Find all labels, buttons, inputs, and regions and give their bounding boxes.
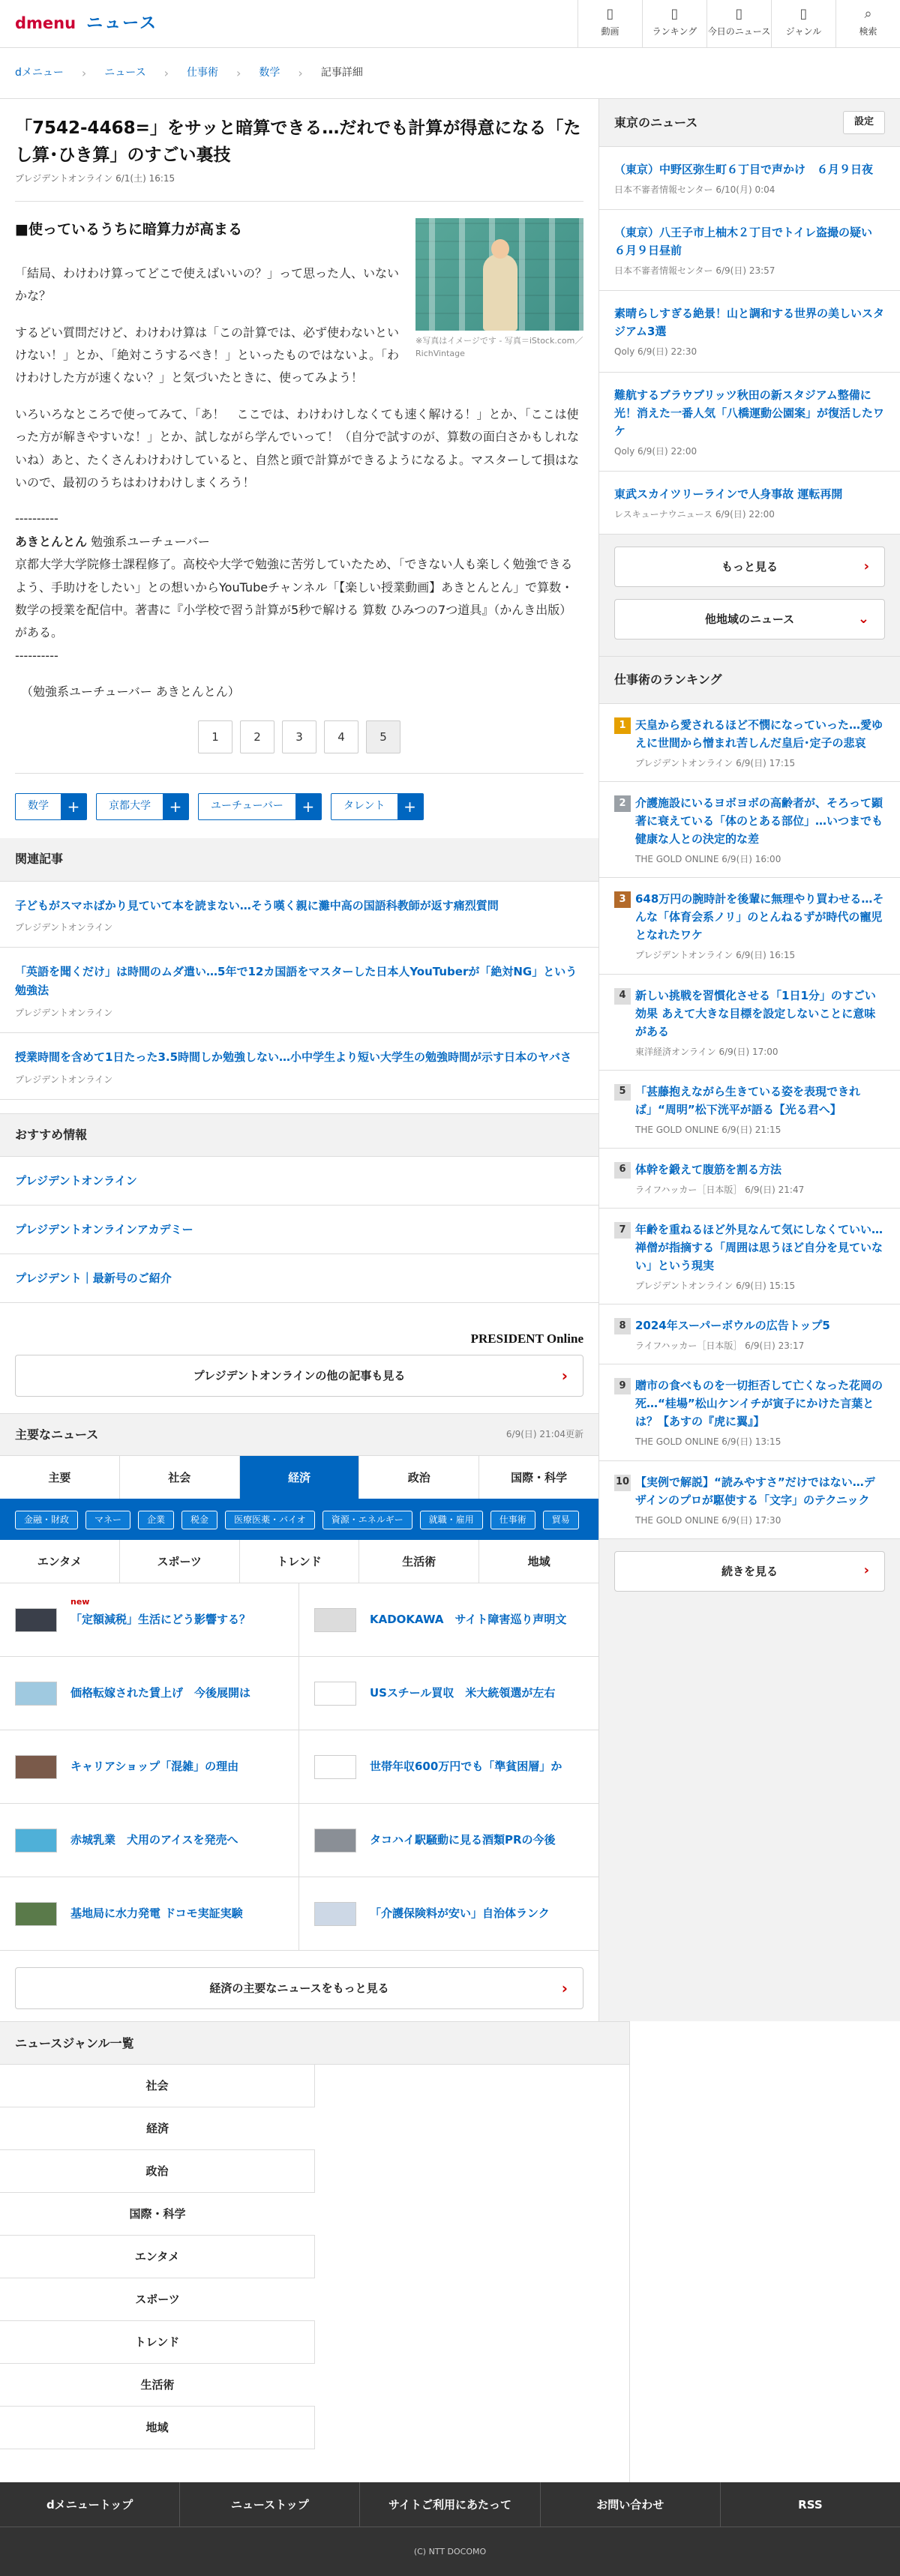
- major-news-title: USスチール買収 米大統領選が左右: [370, 1686, 556, 1700]
- author-bio: 京都大学大学院修士課程修了。高校や大学で勉強に苦労していたため、「できない人も楽しく勉強できるよう、手助けをしたい」との想いからYouTubeチャンネル「【楽しい授業動画】あきとんとん」で算数・数学の授業を配信中。著書に『小学校で習う計算が5秒で解ける 算数 ひみつの7つ道具』（かんき出版）がある。: [15, 557, 574, 640]
- major-news-title: 「定額減税」生活にどう影響する？: [70, 1613, 251, 1627]
- news-thumbnail: [314, 1608, 356, 1632]
- local-news-item[interactable]: [599, 147, 900, 210]
- tag-item[interactable]: [15, 793, 87, 820]
- ranking-title: 贈市の食べものを一切拒否して亡くなった花岡の死…“桂場”松山ケンイチが寅子にかけた言葉とは？【あすの『虎に翼』】: [635, 1379, 884, 1429]
- ranking-source: プレジデントオンライン 6/9(日) 17:15: [635, 757, 796, 768]
- nav-search[interactable]: [836, 0, 900, 47]
- footer-link[interactable]: サイトご利用にあたって: [359, 2482, 539, 2527]
- divider-text: ----------: [15, 648, 58, 663]
- genre-item[interactable]: 地域: [0, 2407, 315, 2449]
- local-news-heading: 東京のニュース: [614, 115, 698, 130]
- recommend-heading: おすすめ情報: [0, 1113, 598, 1157]
- rank-number: 7: [614, 1222, 631, 1239]
- local-news-list: [599, 147, 900, 535]
- major-news-item[interactable]: [299, 1804, 598, 1877]
- major-news-title: KADOKAWA サイト障害巡り声明文: [370, 1613, 567, 1627]
- video-icon: ▯: [606, 6, 614, 22]
- major-news-title: 価格転嫁された賃上げ 今後展開は: [70, 1686, 251, 1700]
- breadcrumb: [0, 48, 900, 99]
- chevron-right-icon: ›: [81, 65, 87, 80]
- footer-link[interactable]: お問い合わせ: [540, 2482, 720, 2527]
- related-heading: 関連記事: [0, 838, 598, 882]
- ranking-list: [599, 704, 900, 1539]
- author-profile: [15, 531, 584, 553]
- ranking-item[interactable]: [599, 975, 900, 1071]
- chevron-right-icon: ›: [298, 65, 303, 80]
- local-news-header: [599, 99, 900, 147]
- news-tab[interactable]: 国際・科学: [478, 1456, 598, 1499]
- local-news-item[interactable]: [599, 291, 900, 372]
- rank-number: 10: [614, 1475, 631, 1491]
- ranking-more-label: 続きを見る: [721, 1564, 778, 1578]
- genre-item[interactable]: トレンド: [0, 2321, 315, 2364]
- breadcrumb-item[interactable]: 数学: [259, 67, 280, 79]
- other-region-button[interactable]: [614, 599, 885, 640]
- today-icon: ▯: [735, 6, 743, 22]
- tag-list: [15, 773, 584, 838]
- nav-ranking[interactable]: [642, 0, 706, 47]
- ranking-text: [635, 1161, 804, 1197]
- article-paragraph: するどい質問だけど、わけわけ算は「この計算では、必ず使わないといけない！」とか、「絶対こうするべき！」といったものではないよ。「わけわけした方が速くない？」と気づいたときに、使ってみよう！: [15, 325, 400, 385]
- chevron-down-icon: ⌄: [857, 610, 869, 627]
- ranking-source: 東洋経済オンライン 6/9(日) 17:00: [635, 1046, 778, 1057]
- sub-category-tag[interactable]: 資源・エネルギー: [322, 1511, 412, 1529]
- breadcrumb-item: 記事詳細: [320, 67, 363, 79]
- header-nav: [578, 0, 900, 47]
- local-news-source: 日本不審者情報センター 6/9(日) 23:57: [614, 265, 776, 277]
- logo-d: d: [15, 13, 27, 32]
- sidebar: [599, 99, 900, 2021]
- ranking-text: [635, 716, 885, 771]
- ranking-source: THE GOLD ONLINE 6/9(日) 13:15: [635, 1436, 782, 1448]
- news-thumbnail: [15, 1608, 57, 1632]
- nav-label: 動画: [601, 26, 620, 37]
- article-credit: （勉強系ユーチューバー あきとんとん）: [21, 684, 240, 699]
- major-news-item[interactable]: [0, 1877, 299, 1951]
- tag-label: ユーチューバー: [211, 800, 284, 813]
- tag-item[interactable]: [96, 793, 189, 820]
- nav-label: 検索: [859, 26, 878, 37]
- rank-number: 3: [614, 891, 631, 908]
- more-economy-label: 経済の主要なニュースをもっと見る: [209, 1981, 389, 1996]
- sub-category-tag[interactable]: 貿易: [543, 1511, 579, 1529]
- ranking-text: [635, 987, 885, 1059]
- main-column: [0, 99, 599, 2021]
- chevron-right-icon: ›: [863, 1562, 869, 1579]
- rank-number: 4: [614, 988, 631, 1005]
- tag-item[interactable]: [331, 793, 424, 820]
- sub-category-tag[interactable]: 就職・雇用: [420, 1511, 483, 1529]
- related-title[interactable]: 子どもがスマホばかり見ていて本を読まない…そう嘆く親に灘中高の国語科教師が返す痛烈質問: [15, 898, 499, 912]
- divider-text: ----------: [15, 511, 58, 526]
- major-news-title: 「介護保険料が安い」自治体ランク: [370, 1907, 550, 1921]
- related-source: プレジデントオンライン: [15, 1007, 113, 1018]
- major-news-header: [0, 1413, 598, 1455]
- footer-link[interactable]: ニューストップ: [179, 2482, 359, 2527]
- article-image[interactable]: [416, 218, 584, 360]
- major-news-title: キャリアショップ「混雑」の理由: [70, 1760, 239, 1774]
- ranking-text: [635, 794, 885, 867]
- ranking-item[interactable]: [599, 1461, 900, 1539]
- footer-link[interactable]: RSS: [720, 2482, 900, 2527]
- ranking-icon: ▯: [670, 6, 679, 22]
- article-paragraph: 「結局、わけわけ算ってどこで使えばいいの？」って思った人、いないかな？: [15, 265, 400, 304]
- major-news-grid: [0, 1583, 598, 1951]
- sub-category-tag[interactable]: マネー: [86, 1511, 130, 1529]
- article-title: 「7542-4468=」をサッと暗算できる…だれでも計算が得意になる「たし算･ひき算」のすごい裏技: [15, 118, 581, 165]
- author-role: 勉強系ユーチューバー: [87, 534, 210, 549]
- major-news-item[interactable]: [299, 1583, 598, 1657]
- other-region-label: 他地域のニュース: [704, 612, 795, 626]
- rank-number: 2: [614, 795, 631, 812]
- ranking-source: ライフハッカー［日本版］ 6/9(日) 23:17: [635, 1340, 805, 1352]
- settings-button[interactable]: 設定: [843, 111, 885, 134]
- sub-category-tag[interactable]: 税金: [182, 1511, 218, 1529]
- major-news-item[interactable]: [0, 1657, 299, 1730]
- president-logo: PRESIDENT Online: [470, 1331, 584, 1346]
- breadcrumb-item[interactable]: 仕事術: [187, 67, 219, 79]
- news-thumbnail: [314, 1902, 356, 1926]
- search-icon: ⌕: [864, 6, 872, 22]
- ranking-item[interactable]: [599, 1364, 900, 1460]
- logo-menu: menu: [26, 13, 76, 32]
- breadcrumb-item[interactable]: dメニュー: [15, 67, 64, 79]
- major-news-title: 赤城乳業 犬用のアイスを発売へ: [70, 1833, 238, 1847]
- nav-today[interactable]: [706, 0, 771, 47]
- article-meta: プレジデントオンライン 6/1(土) 16:15: [15, 173, 176, 184]
- ranking-title: 2024年スーパーボウルの広告トップ5: [635, 1319, 830, 1333]
- ranking-text: [635, 1221, 885, 1293]
- plus-icon: +: [61, 794, 86, 819]
- genre-item[interactable]: 国際・科学: [0, 2193, 315, 2236]
- chevron-right-icon: ›: [561, 1979, 568, 1998]
- logo-news: ニュース: [86, 13, 158, 33]
- local-news-title: 難航するブラウブリッツ秋田の新スタジアム整備に光！消えた一番人気「八橋運動公園案」が復活したワケ: [614, 388, 885, 438]
- plus-icon: +: [398, 794, 423, 819]
- genre-icon: ▯: [800, 6, 808, 22]
- rank-number: 1: [614, 717, 631, 734]
- ranking-title: 【実例で解説】“読みやすさ”だけではない…デザインのプロが駆使する「文字」のテクニック: [635, 1475, 875, 1507]
- ranking-source: プレジデントオンライン 6/9(日) 16:15: [635, 950, 796, 961]
- ranking-source: ライフハッカー［日本版］ 6/9(日) 21:47: [635, 1184, 805, 1195]
- related-title[interactable]: 授業時間を含めて1日たった3.5時間しか勉強しない…小中学生より短い大学生の勉強時間が示す日本のヤバさ: [15, 1050, 572, 1065]
- related-item[interactable]: [0, 882, 598, 948]
- local-news-title: 東武スカイツリーラインで人身事故 運転再開: [614, 487, 843, 501]
- local-news-title: （東京）八王子市上柚木２丁目でトイレ盗撮の疑い ６月９日昼前: [614, 226, 884, 258]
- ranking-text: [635, 1376, 885, 1449]
- major-news-tabs: [0, 1455, 598, 1499]
- local-news-title: （東京）中野区弥生町６丁目で声かけ ６月９日夜: [614, 163, 874, 176]
- ranking-item[interactable]: [599, 1209, 900, 1304]
- ranking-title: 体幹を鍛えて腹筋を割る方法: [635, 1162, 782, 1176]
- page-button[interactable]: 5: [366, 720, 400, 753]
- major-news-item[interactable]: [0, 1804, 299, 1877]
- ranking-text: [635, 1316, 830, 1353]
- news-thumbnail: [314, 1829, 356, 1853]
- genre-item[interactable]: 経済: [0, 2107, 315, 2150]
- nav-label: ジャンル: [785, 26, 822, 37]
- ranking-source: THE GOLD ONLINE 6/9(日) 21:15: [635, 1124, 782, 1135]
- ranking-title: 648万円の腕時計を後輩に無理やり買わせる…そんな「体育会系ノリ」のとんねるずが時代の寵児となれたワケ: [635, 892, 884, 942]
- ranking-title: 新しい挑戦を習慣化させる「1日1分」のすごい効果 あえて大きな目標を設定しないことに意味がある: [635, 988, 876, 1038]
- plus-icon: +: [163, 794, 188, 819]
- ranking-source: THE GOLD ONLINE 6/9(日) 17:30: [635, 1514, 782, 1526]
- related-list: [0, 882, 598, 1101]
- major-news-item[interactable]: [299, 1877, 598, 1951]
- tag-label: タレント: [343, 800, 386, 813]
- major-news-title: タコハイ駅騒動に見る酒類PRの今後: [370, 1833, 556, 1847]
- local-news-source: レスキューナウニュース 6/9(日) 22:00: [614, 508, 775, 520]
- local-news-title: 素晴らしすぎる絶景！山と調和する世界の美しいスタジアム3選: [614, 307, 885, 339]
- major-news-title: 基地局に水力発電 ドコモ実証実験: [70, 1907, 243, 1921]
- recommend-link[interactable]: プレジデントオンライン: [0, 1157, 598, 1206]
- tag-item[interactable]: [198, 793, 322, 820]
- major-news-item[interactable]: [299, 1730, 598, 1804]
- recommend-list: [0, 1157, 598, 1303]
- ranking-item[interactable]: [599, 782, 900, 878]
- genre-list-heading: ニュースジャンル一覧: [0, 2021, 630, 2065]
- more-economy-button[interactable]: [15, 1967, 584, 2009]
- related-source: プレジデントオンライン: [15, 1074, 113, 1085]
- sub-category-tag[interactable]: 企業: [138, 1511, 174, 1529]
- new-badge: new: [70, 1597, 90, 1607]
- ranking-item[interactable]: [599, 1304, 900, 1364]
- nav-label: 今日のニュース: [707, 26, 771, 37]
- local-more-button[interactable]: [614, 547, 885, 587]
- news-tab[interactable]: 主要: [0, 1456, 119, 1499]
- nav-label: ランキング: [652, 26, 698, 37]
- local-more-label: もっと見る: [721, 559, 778, 574]
- genre-item[interactable]: 社会: [0, 2065, 315, 2107]
- copyright: (C) NTT DOCOMO: [413, 2546, 487, 2557]
- chevron-right-icon: ›: [164, 65, 170, 80]
- site-header: [0, 0, 900, 48]
- tag-label: 京都大学: [109, 800, 151, 813]
- ranking-source: プレジデントオンライン 6/9(日) 15:15: [635, 1281, 796, 1292]
- news-tab[interactable]: トレンド: [239, 1540, 359, 1583]
- dmenu-news-logo[interactable]: [0, 10, 158, 37]
- news-thumbnail: [15, 1755, 57, 1779]
- major-news-item[interactable]: [0, 1730, 299, 1804]
- ranking-more-button[interactable]: [614, 1551, 885, 1592]
- site-footer: [0, 2482, 900, 2576]
- tag-label: 数学: [28, 800, 49, 813]
- genre-list: [0, 2065, 630, 2492]
- ranking-text: [635, 1473, 885, 1528]
- local-news-item[interactable]: [599, 210, 900, 291]
- genre-item[interactable]: スポーツ: [0, 2278, 315, 2321]
- more-president-button[interactable]: [15, 1355, 584, 1397]
- local-news-source: 日本不審者情報センター 6/10(月) 0:04: [614, 184, 776, 195]
- rank-number: 6: [614, 1162, 631, 1179]
- page-button[interactable]: 3: [282, 720, 316, 753]
- page-button[interactable]: 2: [240, 720, 274, 753]
- sub-category-tag[interactable]: 金融・財政: [15, 1511, 78, 1529]
- major-news-tabs-2: [0, 1540, 598, 1583]
- page-button[interactable]: 1: [198, 720, 232, 753]
- local-news-item[interactable]: [599, 373, 900, 472]
- pagination: [15, 720, 584, 753]
- major-news-item[interactable]: [0, 1583, 299, 1657]
- ranking-title: 介護施設にいるヨボヨボの高齢者が、そろって顕著に衰えている「体のとある部位」…いつまでも健康な人との決定的な差: [635, 796, 884, 846]
- genre-item[interactable]: エンタメ: [0, 2236, 315, 2278]
- ranking-title: 天皇から愛されるほど不憫になっていった…愛ゆえに世間から憎まれ苦しんだ皇后･定子の悲哀: [635, 717, 884, 750]
- sub-category-tag[interactable]: 仕事術: [490, 1511, 536, 1529]
- news-tab[interactable]: 社会: [119, 1456, 239, 1499]
- news-thumbnail: [15, 1829, 57, 1853]
- ranking-text: [635, 890, 885, 963]
- major-news-title: 世帯年収600万円でも「準貧困層」か: [370, 1760, 562, 1774]
- sub-category-tags: [0, 1499, 598, 1540]
- ranking-text: [635, 1083, 885, 1137]
- news-tab[interactable]: 地域: [478, 1540, 598, 1583]
- rank-number: 9: [614, 1378, 631, 1394]
- footer-nav: [0, 2482, 900, 2527]
- footer-link[interactable]: dメニュートップ: [46, 2497, 134, 2512]
- major-news-heading: 主要なニュース: [15, 1427, 99, 1442]
- ranking-item[interactable]: [599, 878, 900, 974]
- photo-caption: ※写真はイメージです - 写真＝iStock.com／RichVintage: [416, 336, 584, 358]
- article-photo: [416, 218, 584, 331]
- more-president-label: プレジデントオンラインの他の記事も見る: [193, 1369, 406, 1383]
- local-news-source: Qoly 6/9(日) 22:00: [614, 445, 698, 457]
- local-news-source: Qoly 6/9(日) 22:30: [614, 346, 698, 358]
- rank-number: 8: [614, 1318, 631, 1334]
- nav-video[interactable]: [578, 0, 642, 47]
- author-name: あきとんとん: [15, 534, 88, 549]
- news-tab[interactable]: 政治: [358, 1456, 478, 1499]
- ranking-title: 「甚藤抱えながら生きている姿を表現できれば」“周明”松下洸平が語る【光る君へ】: [635, 1084, 861, 1116]
- article-subheading: ■使っているうちに暗算力が高まる: [15, 221, 242, 238]
- ranking-title: 年齢を重ねるほど外見なんて気にしなくていい…禅僧が指摘する「周囲は思うほど自分を見ていない」という現実: [635, 1223, 884, 1273]
- news-thumbnail: [314, 1755, 356, 1779]
- news-thumbnail: [314, 1682, 356, 1706]
- ranking-item[interactable]: [599, 704, 900, 782]
- plus-icon: +: [296, 794, 321, 819]
- breadcrumb-item[interactable]: ニュース: [104, 67, 146, 79]
- chevron-right-icon: ›: [236, 65, 242, 80]
- news-tab[interactable]: 生活術: [358, 1540, 478, 1583]
- chevron-right-icon: ›: [863, 558, 869, 574]
- news-tab[interactable]: スポーツ: [119, 1540, 239, 1583]
- major-news-item[interactable]: [299, 1657, 598, 1730]
- genre-item[interactable]: 政治: [0, 2150, 315, 2193]
- genre-item[interactable]: 生活術: [0, 2364, 315, 2407]
- ranking-heading: 仕事術のランキング: [599, 656, 900, 704]
- sub-category-tag[interactable]: 医療医薬・バイオ: [225, 1511, 315, 1529]
- nav-genre[interactable]: [771, 0, 836, 47]
- ranking-source: THE GOLD ONLINE 6/9(日) 16:00: [635, 854, 782, 865]
- news-thumbnail: [15, 1902, 57, 1926]
- chevron-right-icon: ›: [561, 1367, 568, 1385]
- rank-number: 5: [614, 1084, 631, 1101]
- related-source: プレジデントオンライン: [15, 922, 113, 933]
- ranking-item[interactable]: [599, 1071, 900, 1149]
- article-paragraph: いろいろなところで使ってみて、「あ！ ここでは、わけわけしなくても速く解ける！」とか、「ここは使った方が解きやすいな！」とか、試しながら学んでいって！（自分で試すのが、算数の面白さかもしれないね）あと、たくさんわけわけしていると、自然と頭で計算ができるようになるよ。マスターして損はないので、最初のうちはわけわけしまくろう！: [15, 406, 580, 490]
- related-item[interactable]: [0, 948, 598, 1033]
- article-body: [15, 201, 584, 753]
- related-title[interactable]: 「英語を聞くだけ」は時間のムダ遣い…5年で12カ国語をマスターした日本人YouTuberが「絶対NG」という勉強法: [15, 965, 578, 998]
- news-tab[interactable]: エンタメ: [0, 1540, 119, 1583]
- news-thumbnail: [15, 1682, 57, 1706]
- related-item[interactable]: [0, 1033, 598, 1100]
- local-news-item[interactable]: [599, 472, 900, 535]
- page-button[interactable]: 4: [324, 720, 358, 753]
- recommend-link[interactable]: プレジデントオンラインアカデミー: [0, 1206, 598, 1254]
- recommend-link[interactable]: プレジデント｜最新号のご紹介: [0, 1254, 598, 1303]
- news-tab[interactable]: 経済: [239, 1456, 359, 1499]
- ranking-item[interactable]: [599, 1149, 900, 1209]
- major-news-updated: 6/9(日) 21:04更新: [506, 1429, 584, 1440]
